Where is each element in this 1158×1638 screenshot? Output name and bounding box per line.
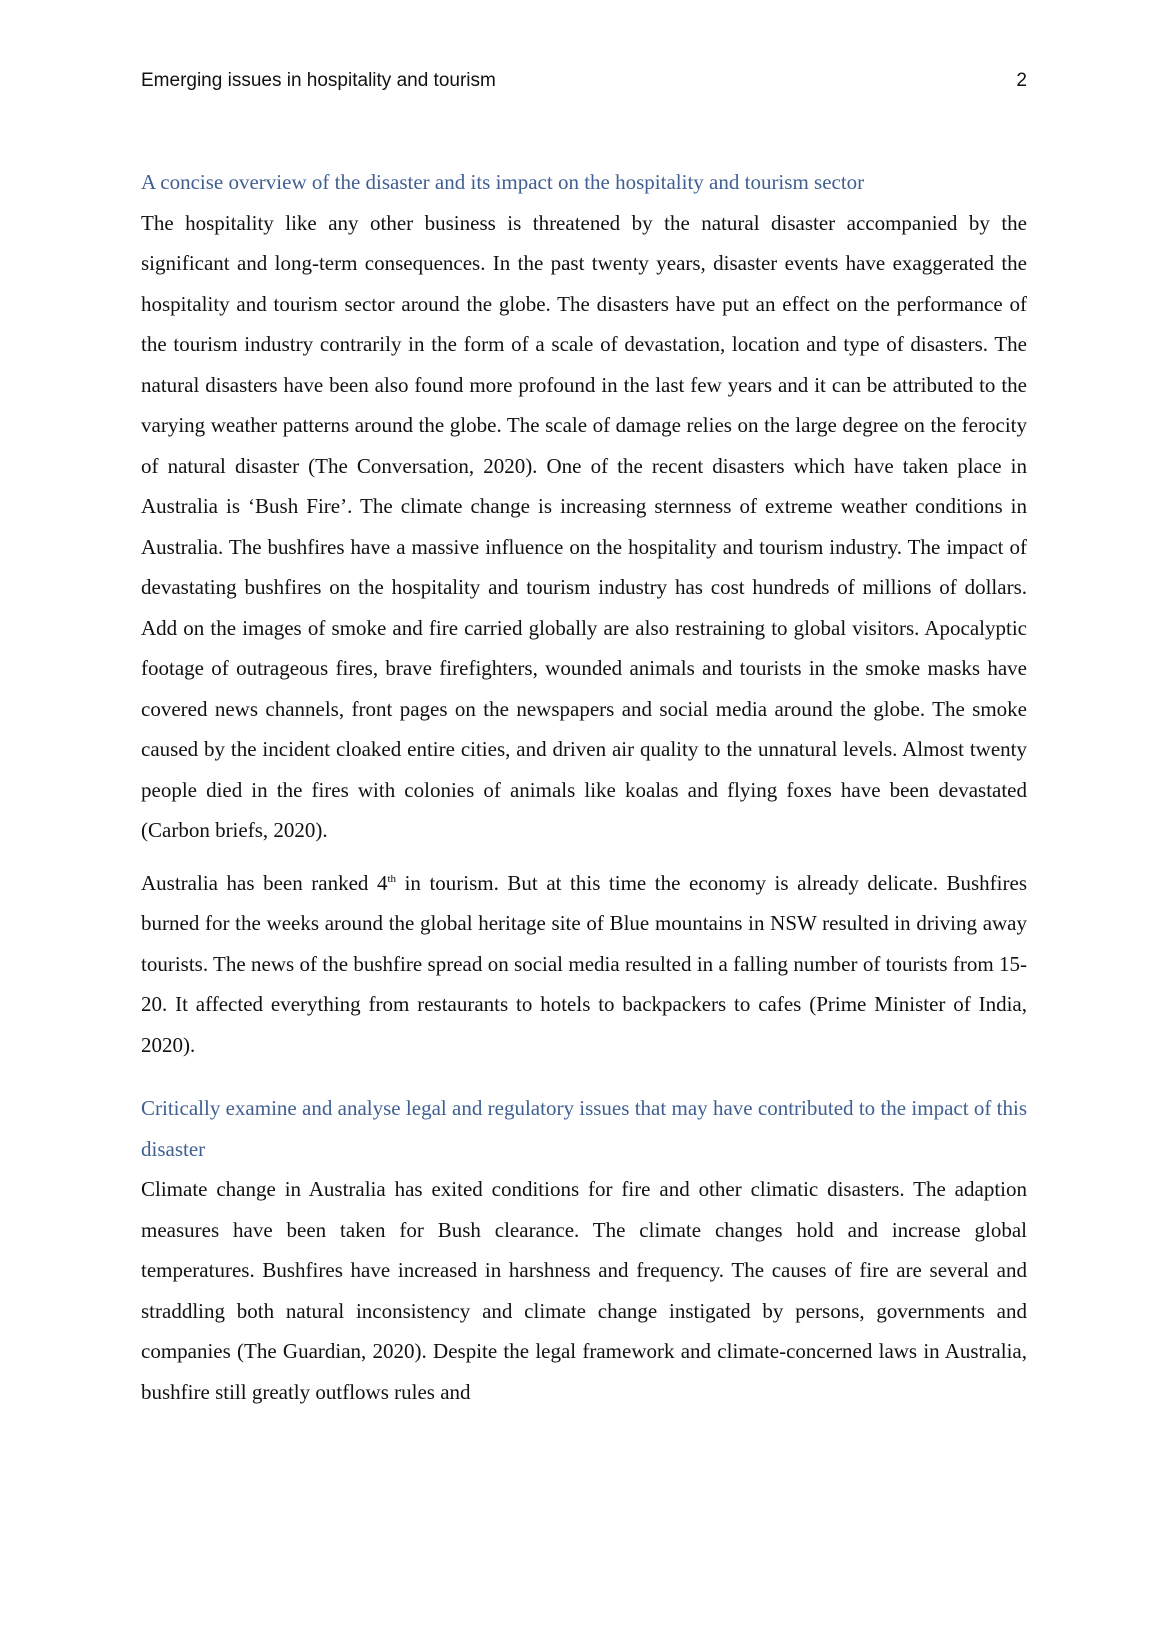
section-heading-legal: Critically examine and analyse legal and regulatory issues that may have contributed to the impact of this disaster: [141, 1096, 1027, 1161]
section-heading-overview: A concise overview of the disaster and its impact on the hospitality and tourism sector: [141, 170, 865, 194]
paragraph-overview-1: The hospitality like any other business is threatened by the natural disaster accompanied by the significant and long-term consequences. In the past twenty years, disaster events have exaggerated the hospitality and tourism sector around the globe. The disasters have put an effect on the performance of the tourism industry contrarily in the form of a scale of devastation, location and type of disasters. The natural disasters have been also found more profound in the last few years and it can be attributed to the varying weather patterns around the globe. The scale of damage relies on the large degree on the ferocity of natural disaster (The Conversation, 2020). One of the recent disasters which have taken place in Australia is ‘Bush Fire’. The climate change is increasing sternness of extreme weather conditions in Australia. The bushfires have a massive influence on the hospitality and tourism industry. The impact of devastating bushfires on the hospitality and tourism industry has cost hundreds of millions of dollars. Add on the images of smoke and fire carried globally are also restraining to global visitors. Apocalyptic footage of outrageous fires, brave firefighters, wounded animals and tourists in the smoke masks have covered news channels, front pages on the newspapers and social media around the globe. The smoke caused by the incident cloaked entire cities, and driven air quality to the unnatural levels. Almost twenty people died in the fires with colonies of animals like koalas and flying foxes have been devastated (Carbon briefs, 2020).: [141, 210, 1027, 842]
page-number: 2: [1016, 70, 1027, 91]
paragraph-legal-1: Climate change in Australia has exited conditions for fire and other climatic disasters. The adaption measures have been taken for Bush clearance. The climate changes hold and increase global temperatures. Bushfires have increased in harshness and frequency. The causes of fire are several and straddling both natural inconsistency and climate change instigated by persons, governments and companies (The Guardian, 2020). Despite the legal framework and climate-concerned laws in Australia, bushfire still greatly outflows rules and: [141, 1177, 1027, 1404]
section-legal-issues: [141, 1088, 1027, 1412]
section-overview: [141, 162, 1027, 1065]
header-title: Emerging issues in hospitality and tourism: [141, 70, 496, 91]
paragraph-overview-2-end: in tourism. But at this time the economy is already delicate. Bushfires burned for the weeks around the global heritage site of Blue mountains in NSW resulted in driving away tourists. The news of the bushfire spread on social media resulted in a falling number of tourists from 15-20. It affected everything from restaurants to hotels to backpackers to cafes (Prime Minister of India, 2020).: [141, 870, 1027, 1057]
paragraph-overview-2-start: Australia has been ranked 4: [141, 870, 388, 895]
paragraph-overview-2: [141, 863, 1027, 1066]
document-body: [141, 162, 1027, 1412]
ordinal-suffix: th: [387, 872, 397, 885]
page-header: [141, 70, 1027, 96]
